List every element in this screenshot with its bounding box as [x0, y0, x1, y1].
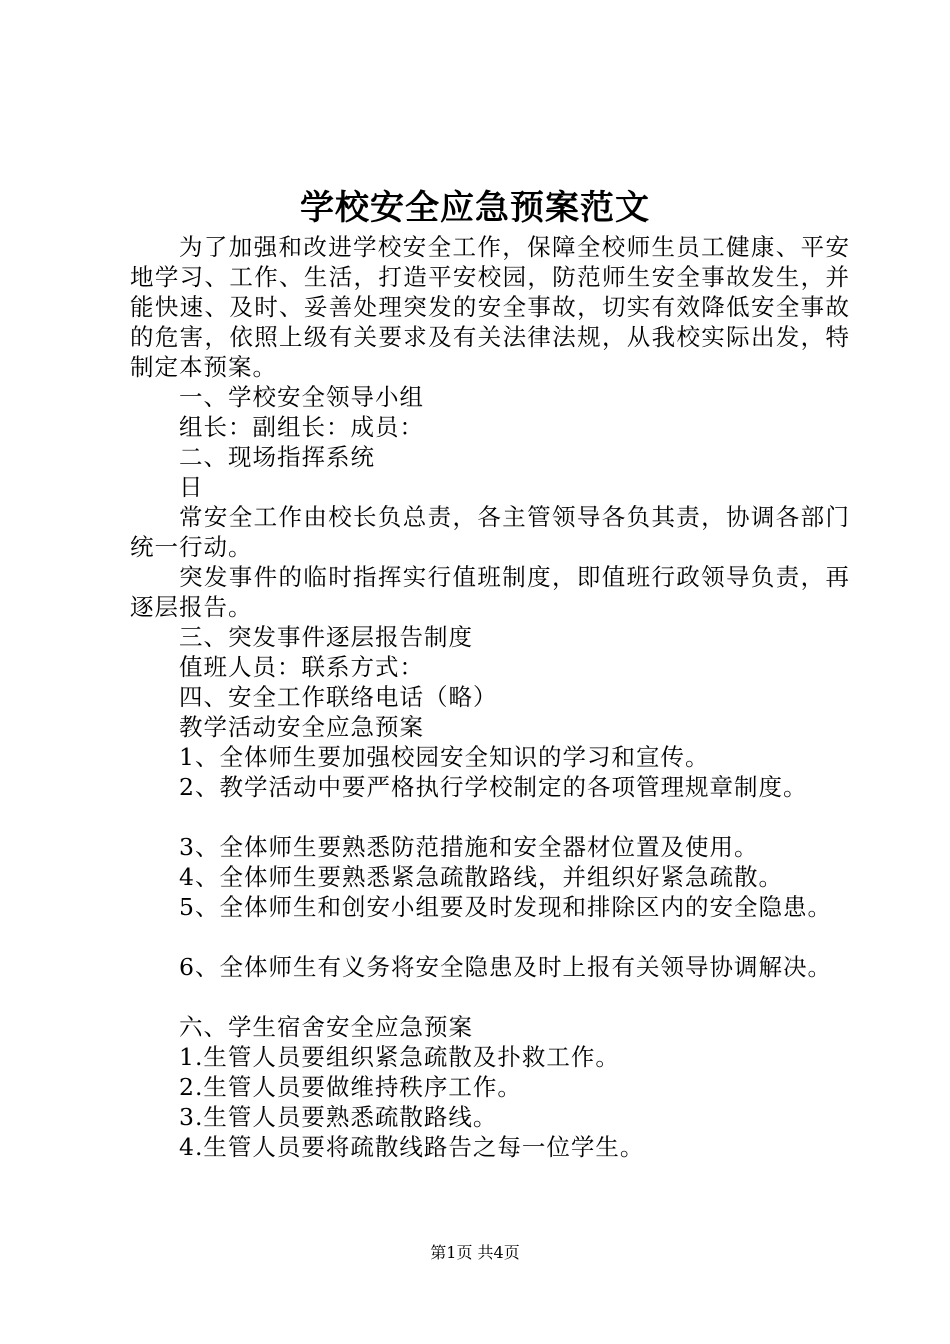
paragraph: 日	[179, 473, 204, 501]
list-item: 1、全体师生要加强校园安全知识的学习和宣传。	[179, 743, 710, 771]
document-title: 学校安全应急预案范文	[300, 188, 650, 228]
page-footer: 第1页 共4页	[430, 1243, 520, 1262]
list-item: 5、全体师生和创安小组要及时发现和排除区内的安全隐患。	[179, 893, 832, 921]
list-item: 3、全体师生要熟悉防范措施和安全器材位置及使用。	[179, 833, 759, 861]
list-item: 4.生管人员要将疏散线路告之每一位学生。	[179, 1133, 645, 1161]
list-item: 6、全体师生有义务将安全隐患及时上报有关领导协调解决。	[179, 953, 832, 981]
document-body	[130, 232, 850, 1162]
section-heading: 一、学校安全领导小组	[179, 383, 424, 411]
list-item: 2.生管人员要做维持秩序工作。	[179, 1073, 522, 1101]
list-item: 1.生管人员要组织紧急疏散及扑救工作。	[179, 1043, 620, 1071]
paragraph: 组长：副组长：成员：	[179, 413, 424, 441]
paragraph: 常安全工作由校长负总责，各主管领导各负其责，协调各部门统一行动。	[130, 503, 850, 561]
paragraph: 突发事件的临时指挥实行值班制度，即值班行政领导负责，再逐层报告。	[130, 563, 850, 621]
blank-line	[130, 982, 850, 1012]
section-heading: 三、突发事件逐层报告制度	[179, 623, 473, 651]
section-heading: 二、现场指挥系统	[179, 443, 375, 471]
section-heading: 教学活动安全应急预案	[179, 713, 424, 741]
blank-line	[130, 922, 850, 952]
list-item: 2、教学活动中要严格执行学校制定的各项管理规章制度。	[179, 773, 808, 801]
intro-paragraph: 为了加强和改进学校安全工作，保障全校师生员工健康、平安地学习、工作、生活，打造平安校园，防范师生安全事故发生，并能快速、及时、妥善处理突发的安全事故，切实有效降低安全事故的危害，依照上级有关要求及有关法律法规，从我校实际出发，特制定本预案。	[130, 233, 850, 381]
section-heading: 六、学生宿舍安全应急预案	[179, 1013, 473, 1041]
paragraph: 值班人员：联系方式：	[179, 653, 424, 681]
list-item: 4、全体师生要熟悉紧急疏散路线，并组织好紧急疏散。	[179, 863, 783, 891]
list-item: 3.生管人员要熟悉疏散路线。	[179, 1103, 498, 1131]
section-heading: 四、安全工作联络电话（略）	[179, 683, 498, 711]
blank-line	[130, 802, 850, 832]
